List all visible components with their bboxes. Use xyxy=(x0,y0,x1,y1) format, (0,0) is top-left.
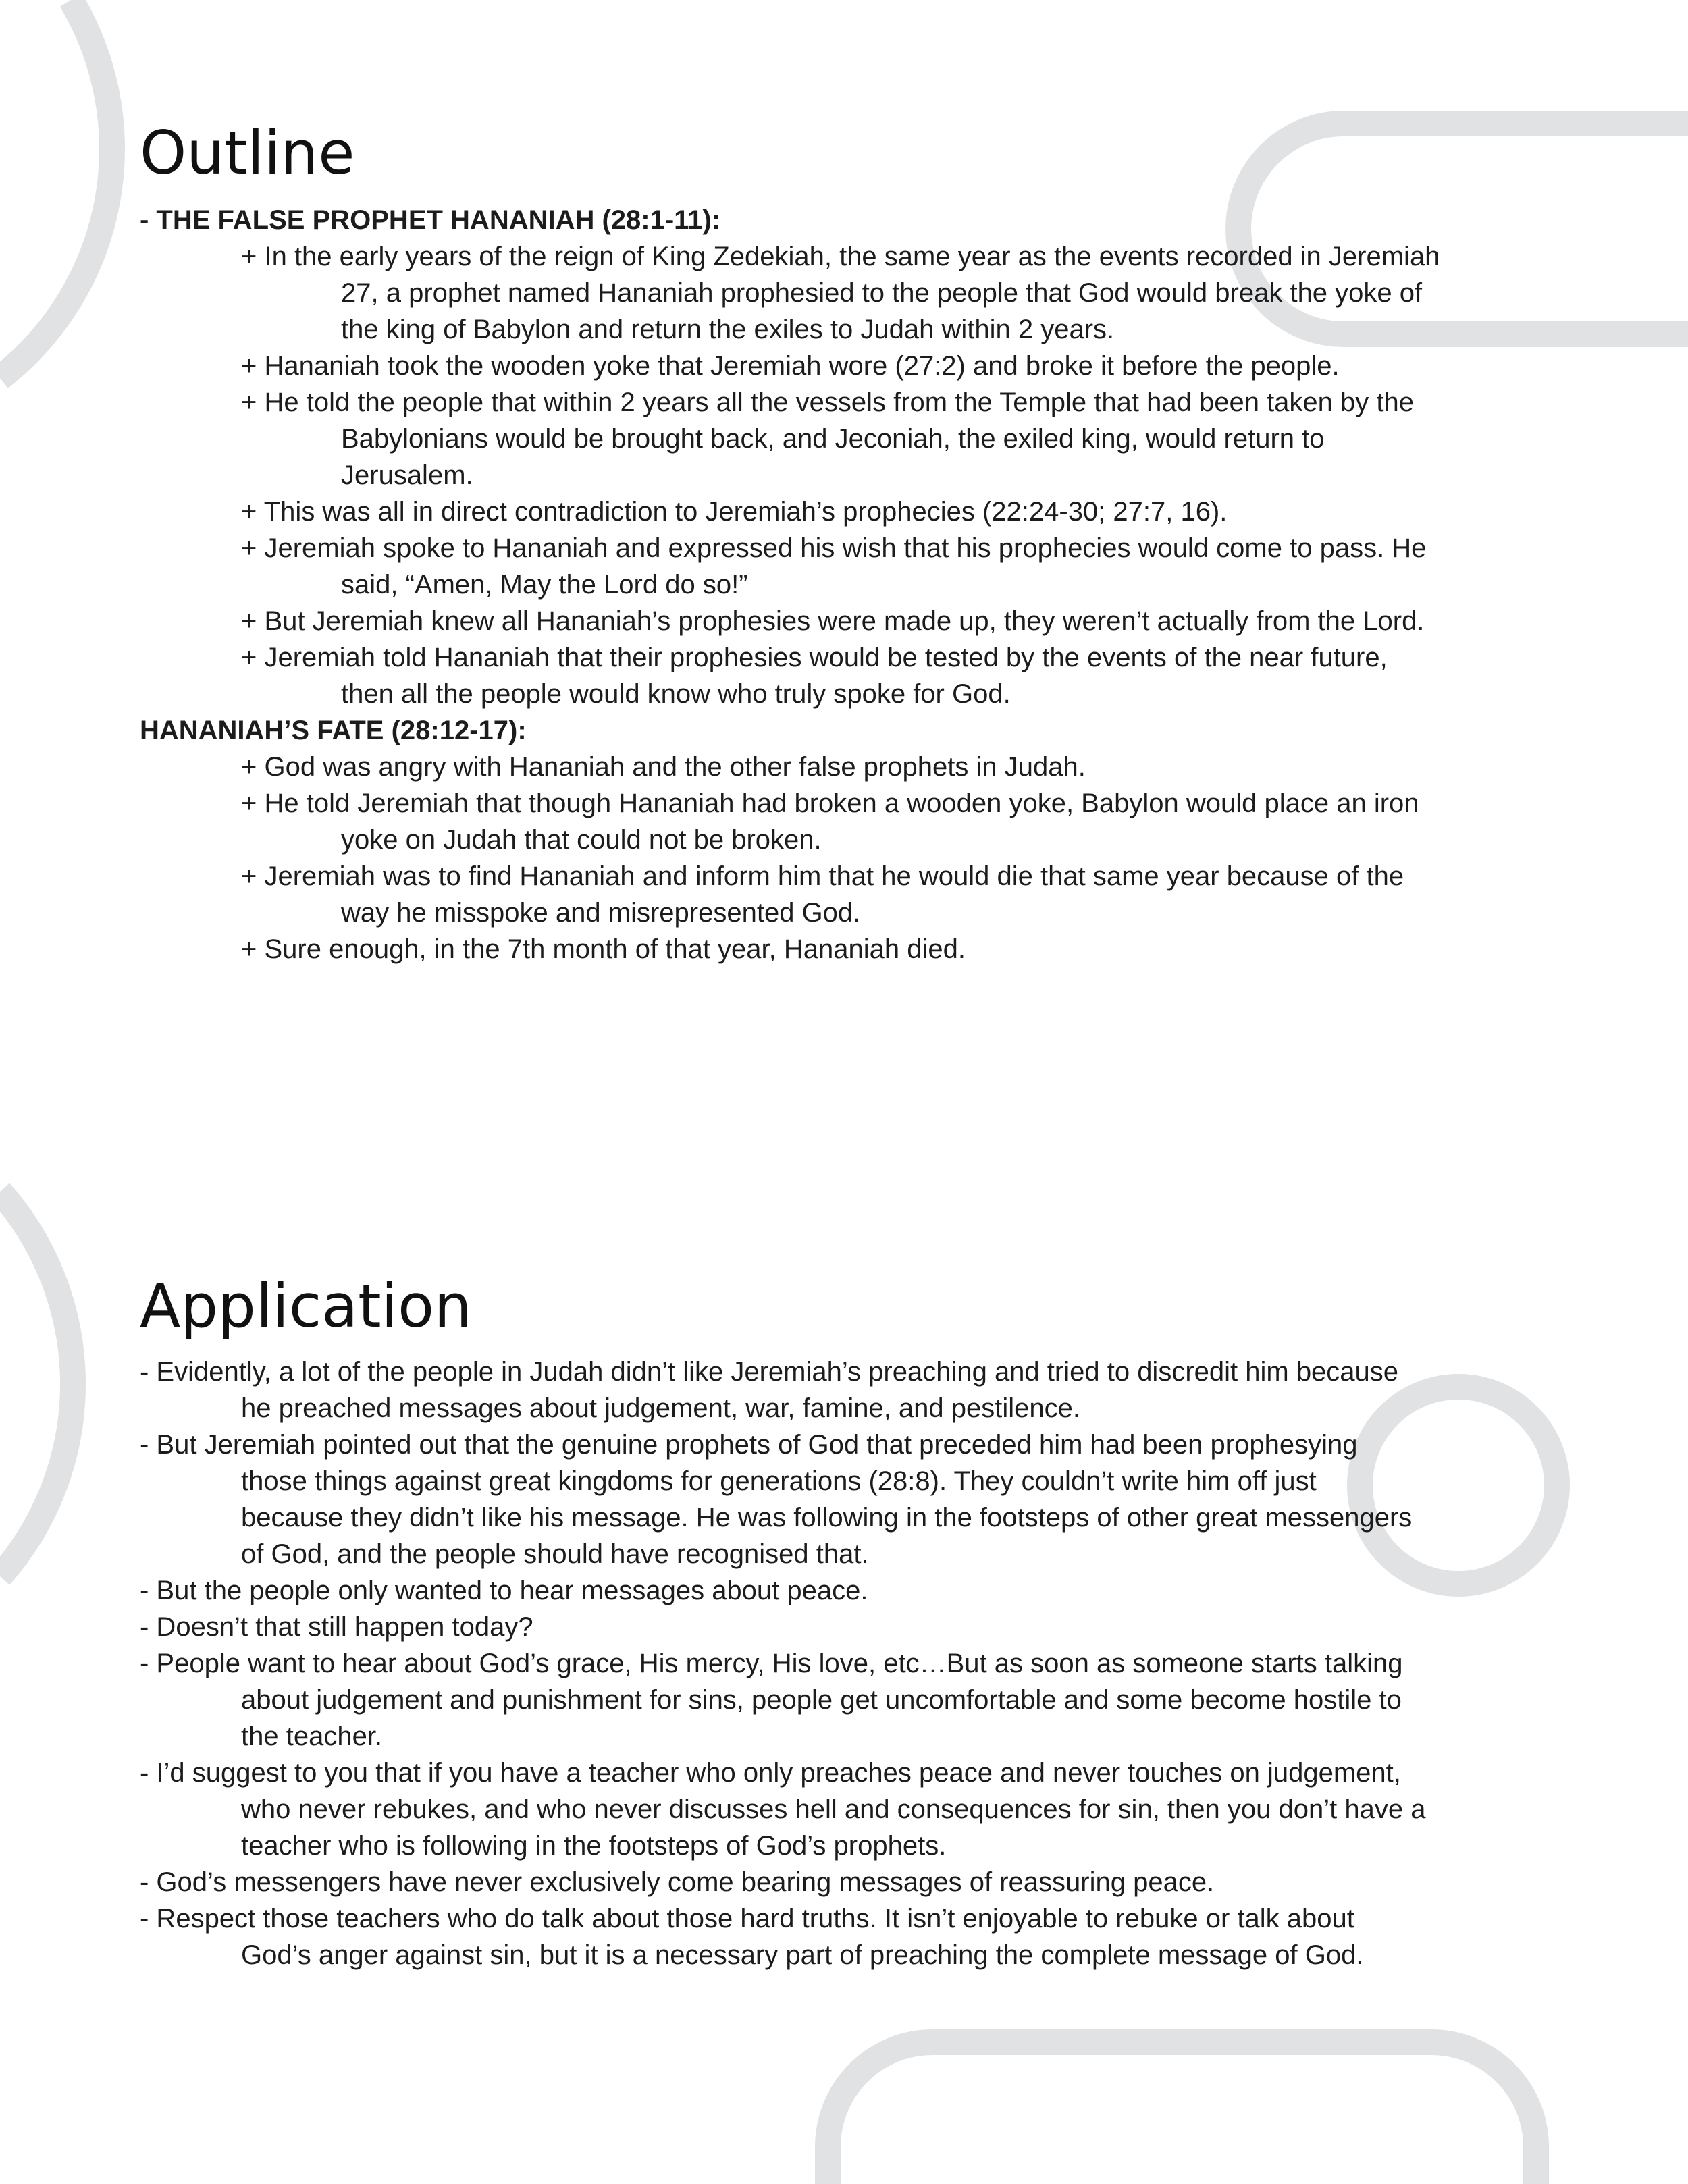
outline-bullet xyxy=(140,238,1564,348)
decorative-arc-top-left xyxy=(0,0,112,378)
outline-bullet xyxy=(140,749,1564,785)
point-continuation: God’s anger against sin, but it is a necessary part of preaching the complete message of God. xyxy=(241,1940,1364,1970)
outline-bullet xyxy=(140,603,1564,639)
point-text: - Respect those teachers who do talk about those hard truths. It isn’t enjoyable to rebuke or talk about xyxy=(140,1904,1354,1934)
point-continuation: he preached messages about judgement, war, famine, and pestilence. xyxy=(241,1393,1081,1423)
point-text: - But the people only wanted to hear messages about peace. xyxy=(140,1576,868,1605)
application-point xyxy=(140,1900,1564,1973)
application-point xyxy=(140,1864,1564,1900)
point-continuation: because they didn’t like his message. He was following in the footsteps of other great messengers xyxy=(241,1503,1413,1533)
bullet-text: + Sure enough, in the 7th month of that year, Hananiah died. xyxy=(241,934,966,964)
outline-heading: Outline xyxy=(140,118,355,188)
point-text: - Doesn’t that still happen today? xyxy=(140,1612,533,1642)
bullet-continuation: Babylonians would be brought back, and Jeconiah, the exiled king, would return to xyxy=(341,424,1325,454)
outline-bullet xyxy=(140,348,1564,384)
bullet-text: + He told the people that within 2 years all the vessels from the Temple that had been taken by the xyxy=(241,388,1414,417)
decorative-arc-middle-left xyxy=(0,1192,73,1576)
point-continuation: of God, and the people should have recognised that. xyxy=(241,1539,869,1569)
point-continuation: about judgement and punishment for sins, people get uncomfortable and some become hostile to xyxy=(241,1685,1402,1715)
bullet-continuation: then all the people would know who truly spoke for God. xyxy=(341,679,1011,709)
application-point xyxy=(140,1755,1564,1864)
bullet-text: + Jeremiah spoke to Hananiah and expressed his wish that his prophecies would come to pass. He xyxy=(241,533,1427,563)
application-point xyxy=(140,1645,1564,1755)
bullet-text: + God was angry with Hananiah and the other false prophets in Judah. xyxy=(241,752,1086,782)
outline-bullet xyxy=(140,494,1564,530)
bullet-continuation: the king of Babylon and return the exiles to Judah within 2 years. xyxy=(341,315,1115,344)
application-point xyxy=(140,1609,1564,1645)
application-content xyxy=(140,1354,1564,1973)
point-text: - But Jeremiah pointed out that the genuine prophets of God that preceded him had been prophesying xyxy=(140,1430,1358,1460)
bullet-text: + Jeremiah was to find Hananiah and inform him that he would die that same year because of the xyxy=(241,861,1404,891)
point-text: - People want to hear about God’s grace, His mercy, His love, etc…But as soon as someone starts talking xyxy=(140,1649,1403,1678)
section-heading: - THE FALSE PROPHET HANANIAH (28:1-11): xyxy=(140,205,721,235)
bullet-text: + In the early years of the reign of King Zedekiah, the same year as the events recorded in Jeremiah xyxy=(241,242,1440,271)
application-point xyxy=(140,1354,1564,1427)
bullet-text: + This was all in direct contradiction to Jeremiah’s prophecies (22:24-30; 27:7, 16). xyxy=(241,497,1228,527)
decorative-arch-bottom xyxy=(828,2042,1536,2184)
application-point xyxy=(140,1427,1564,1572)
point-continuation: those things against great kingdoms for generations (28:8). They couldn’t write him off just xyxy=(241,1466,1317,1496)
bullet-continuation: Jerusalem. xyxy=(341,460,473,490)
application-heading: Application xyxy=(140,1271,472,1341)
point-text: - God’s messengers have never exclusively come bearing messages of reassuring peace. xyxy=(140,1867,1215,1897)
point-text: - I’d suggest to you that if you have a teacher who only preaches peace and never touches on judgement, xyxy=(140,1758,1401,1788)
bullet-text: + He told Jeremiah that though Hananiah had broken a wooden yoke, Babylon would place an iron xyxy=(241,789,1419,818)
outline-bullet xyxy=(140,530,1564,603)
outline-bullet xyxy=(140,785,1564,858)
outline-bullet xyxy=(140,858,1564,931)
bullet-continuation: way he misspoke and misrepresented God. xyxy=(341,898,861,928)
point-continuation: teacher who is following in the footsteps of God’s prophets. xyxy=(241,1831,947,1861)
outline-bullet xyxy=(140,931,1564,967)
bullet-text: + Jeremiah told Hananiah that their prophesies would be tested by the events of the near future, xyxy=(241,643,1388,672)
outline-content xyxy=(140,202,1564,967)
outline-bullet xyxy=(140,639,1564,712)
point-continuation: who never rebukes, and who never discusses hell and consequences for sin, then you don’t have a xyxy=(241,1794,1426,1824)
bullet-text: + Hananiah took the wooden yoke that Jeremiah wore (27:2) and broke it before the people. xyxy=(241,351,1340,381)
application-point xyxy=(140,1572,1564,1609)
bullet-continuation: yoke on Judah that could not be broken. xyxy=(341,825,822,855)
section-heading: HANANIAH’S FATE (28:12-17): xyxy=(140,716,527,745)
bullet-continuation: said, “Amen, May the Lord do so!” xyxy=(341,570,748,600)
bullet-continuation: 27, a prophet named Hananiah prophesied to the people that God would break the yoke of xyxy=(341,278,1423,308)
outline-bullet xyxy=(140,384,1564,494)
bullet-text: + But Jeremiah knew all Hananiah’s prophesies were made up, they weren’t actually from the Lord. xyxy=(241,606,1425,636)
point-text: - Evidently, a lot of the people in Judah didn’t like Jeremiah’s preaching and tried to discredit him because xyxy=(140,1357,1399,1387)
point-continuation: the teacher. xyxy=(241,1722,383,1751)
